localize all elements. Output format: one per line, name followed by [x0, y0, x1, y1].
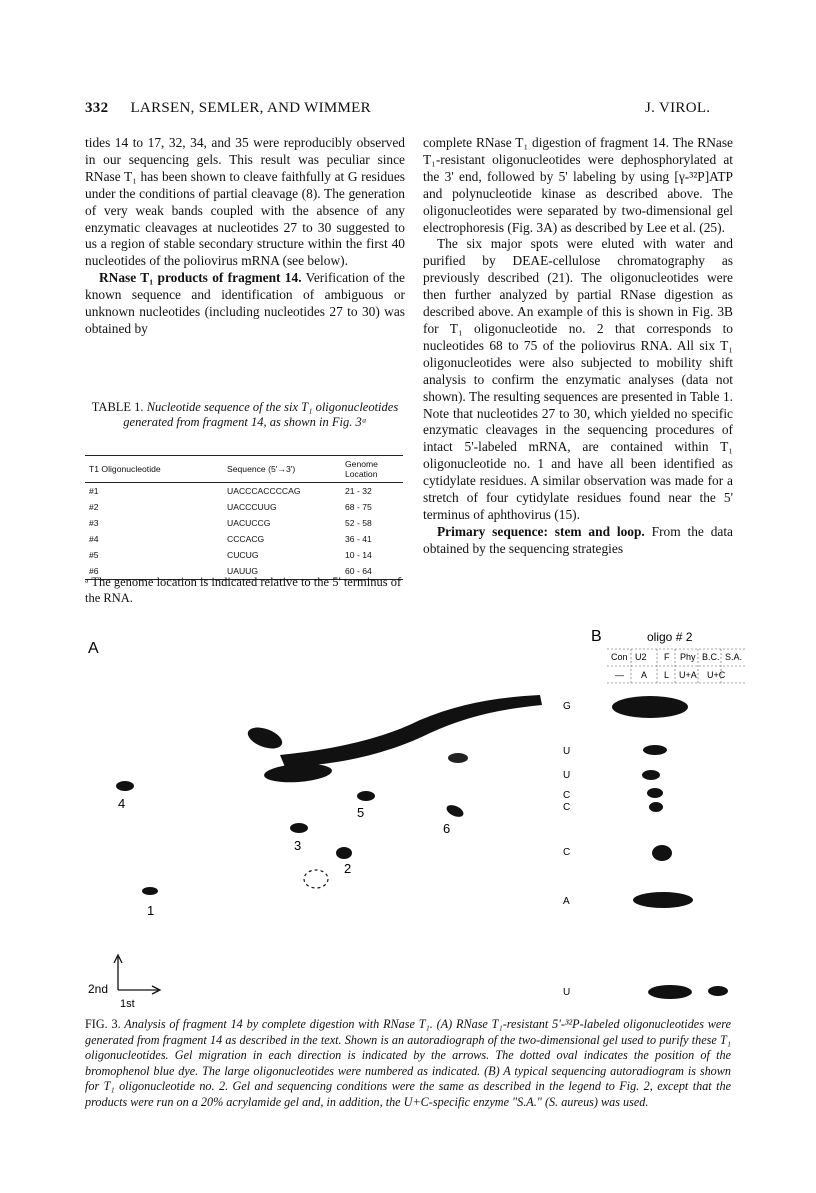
table-column-header: T1 Oligonucleotide — [85, 456, 223, 483]
table-cell: UACCCUUG — [227, 502, 277, 512]
table-cell: 21 - 32 — [345, 486, 372, 496]
table-1 — [85, 455, 403, 580]
figure-b-panel-label: B — [591, 628, 602, 645]
axis-label-2nd: 2nd — [88, 982, 109, 996]
gel-spot-2 — [336, 847, 352, 859]
table-title: Nucleotide sequence of the six T₁ oligonucleotides generated from fragment 14, as shown in Fig. 3ᵃ — [123, 400, 399, 429]
table-cell: 10 - 14 — [345, 550, 372, 560]
band-u — [642, 770, 660, 780]
band-u — [648, 985, 692, 999]
axis-label-1st: 1st — [120, 998, 135, 1010]
table-cell: #4 — [89, 534, 99, 544]
table-caption — [85, 400, 405, 430]
figure-a-panel-label: A — [88, 640, 99, 657]
gel-spot-1 — [142, 887, 158, 895]
lane-sub-con: — — [615, 670, 624, 680]
lane-sub-f: L — [664, 670, 670, 680]
figure-3b-autoradiogram — [563, 625, 755, 1015]
lane-header-con: Con — [611, 652, 628, 662]
oligo-label: oligo # 2 — [647, 630, 693, 644]
gel-spot-4 — [116, 781, 134, 791]
band-c — [647, 788, 663, 798]
table-column-header: Genome Location — [341, 456, 403, 483]
table-column-header: Sequence (5'→3') — [223, 456, 341, 483]
section-heading-primary: Primary sequence: stem and loop. — [437, 523, 645, 539]
left-paragraph-1: tides 14 to 17, 32, 34, and 35 were reproducibly observed in our sequencing gels. This result was peculiar since RNase T₁ has been shown to cleave faithfully at G residues under the conditions of partial cleavage (8). The generation of very weak bands coupled with the absence of any enzymatic cleavages at nucleotides 27 to 30 suggested to us a region of stable secondary structure within the first 40 nucleotides of the poliovirus mRNA (see below). — [85, 135, 405, 269]
table-cell: 36 - 41 — [345, 534, 372, 544]
spot-label-1: 1 — [147, 903, 155, 918]
left-paragraph-2 — [85, 270, 405, 338]
right-paragraph-3 — [423, 524, 733, 558]
seq-label-g: G — [563, 701, 571, 712]
table-cell: CUCUG — [227, 550, 259, 560]
table-cell: 52 - 58 — [345, 518, 372, 528]
lane-sub-bcsa: U+C — [707, 670, 726, 680]
table-footnote: ᵃ The genome location is indicated relative to the 5' terminus of the RNA. — [85, 575, 402, 605]
band-u — [643, 745, 667, 755]
lane-header-phy: Phy — [680, 652, 696, 662]
lane-header-f: F — [664, 652, 670, 662]
gel-spot — [263, 762, 332, 785]
table-row — [85, 547, 403, 563]
seq-label-u: U — [563, 770, 571, 781]
spot-label-6: 6 — [443, 821, 451, 836]
gel-smear — [280, 695, 542, 767]
right-paragraph-2: The six major spots were eluted with water and purified by DEAE-cellulose chromatography as previously described (21). The oligonucleotides were then further analyzed by partial RNase digestion as described above. An example of this is shown in Fig. 3B for T₁ oligonucleotide no. 2 that corresponds to nucleotides 68 to 75 of the poliovirus RNA. All six T₁ oligonucleotides were also subjected to mobility shift analysis to confirm the enzymatic analyses (data not shown). The resulting sequences are presented in Table 1. Note that nucleotides 27 to 30, which yielded no specific enzymatic cleavages in the sequencing procedures of intact 5'-labeled mRNA, are contained within T₁ oligonucleotide no. 1 and have all been identified as cytidylate residues. A similar observation was made for a stretch of four cytidylate residues found near the 5' terminus of aphthovirus (15). — [423, 236, 733, 522]
right-column-text — [423, 135, 733, 558]
table-cell: #3 — [89, 518, 99, 528]
table-cell: UAUUG — [223, 563, 341, 580]
table-header-row — [85, 456, 403, 483]
header-authors: LARSEN, SEMLER, AND WIMMER — [130, 100, 371, 116]
gel-spot — [245, 723, 285, 752]
table-cell: 60 - 64 — [341, 563, 403, 580]
right-paragraph-3-text: From the data obtained by the sequencing strategies — [423, 523, 733, 556]
page-number: 332 — [85, 100, 109, 116]
gel-spot-3 — [290, 823, 308, 833]
lane-sub-u2: A — [641, 670, 648, 680]
spot-label-5: 5 — [357, 805, 365, 820]
running-header — [85, 100, 735, 117]
figure-caption-label: FIG. 3. — [85, 1017, 121, 1031]
section-heading-rnase: RNase T₁ products of fragment 14. — [99, 270, 302, 286]
table-row — [85, 499, 403, 515]
table-cell: UACUCCG — [227, 518, 271, 528]
seq-label-u: U — [563, 987, 571, 998]
figure-caption — [85, 1017, 731, 1110]
band-c — [652, 845, 672, 861]
figure-3a-gel — [80, 625, 570, 1015]
table-cell: CCCACG — [227, 534, 265, 544]
table-cell: UACCCACCCCAG — [227, 486, 301, 496]
band-g — [612, 696, 688, 718]
table-label: TABLE 1. — [91, 400, 144, 414]
band-c — [649, 802, 663, 812]
table-row — [85, 515, 403, 531]
spot-label-3: 3 — [294, 838, 302, 853]
lane-header-bc: B.C. — [702, 652, 720, 662]
band-a — [633, 892, 693, 908]
spot-label-2: 2 — [344, 861, 352, 876]
right-paragraph-1: complete RNase T₁ digestion of fragment 14. The RNase T₁-resistant oligonucleotides were dephosphorylated at the 3' end, followed by 5' labeling by using [γ-³²P]ATP and polynucleotide kinase as described above. The oligonucleotides were separated by two-dimensional gel electrophoresis (Fig. 3A) as described by Lee et al. (25). — [423, 135, 733, 235]
seq-label-u: U — [563, 746, 571, 757]
gel-spot — [448, 753, 468, 763]
left-paragraph-2-text: Verification of the known sequence and identification of ambiguous or unknown nucleotides (including nucleotides 27 to 30) was obtained by — [85, 270, 406, 336]
table-row — [85, 483, 403, 500]
table-cell: #6 — [85, 563, 223, 580]
seq-label-c: C — [563, 790, 571, 801]
figure-caption-text: Analysis of fragment 14 by complete digestion with RNase T₁. (A) RNase T₁-resistant 5'-³²P-labeled oligonucleotides were generated from fragment 14 as described in the text. Shown is an autoradiograph of the two-dimensional gel used to purify these T₁ oligonucleotides. Gel migration in each direction is indicated by the arrows. The dotted oval indicates the position of the bromophenol blue dye. The large oligonucleotides were numbered as indicated. (B) A typical sequencing autoradiogram is shown for T₁ oligonucleotide no. 2. Gel and sequencing conditions were the same as described in the legend to Fig. 2, except that the products were run on a 20% acrylamide gel and, in addition, the U+C-specific enzyme "S.A." (S. aureus) was used. — [85, 1017, 732, 1109]
table-cell: 68 - 75 — [345, 502, 372, 512]
left-column-text — [85, 135, 405, 338]
table-row — [85, 531, 403, 547]
lane-header-sa: S.A. — [725, 652, 743, 662]
seq-label-c: C — [563, 802, 571, 813]
band-u — [708, 986, 728, 996]
header-journal: J. VIROL. — [645, 100, 711, 116]
table-cell: #2 — [89, 502, 99, 512]
gel-spot-6 — [445, 803, 466, 820]
seq-label-a: A — [563, 896, 570, 907]
bromophenol-dye-oval — [304, 870, 328, 888]
spot-label-4: 4 — [118, 796, 126, 811]
lane-sub-phy: U+A — [679, 670, 697, 680]
table-cell: #1 — [89, 486, 99, 496]
gel-spot-5 — [357, 791, 375, 801]
table-cell: #5 — [89, 550, 99, 560]
lane-header-u2: U2 — [635, 652, 647, 662]
seq-label-c: C — [563, 847, 571, 858]
